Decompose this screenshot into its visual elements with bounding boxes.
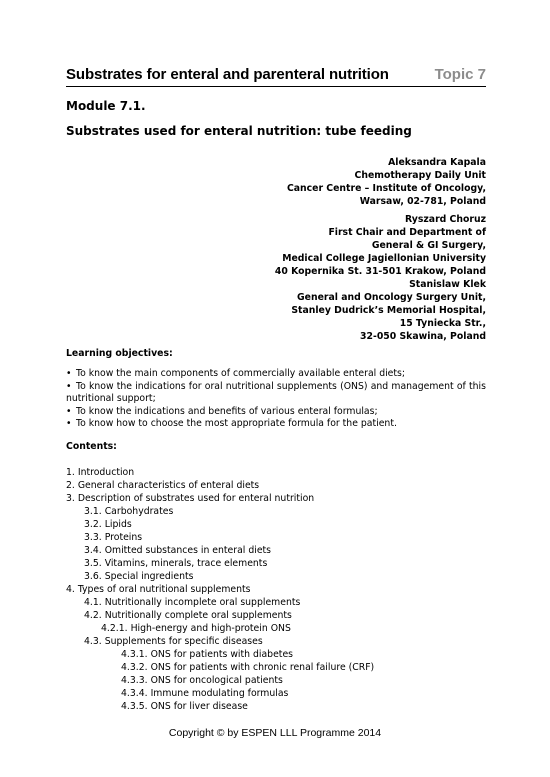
toc-item: 4.1. Nutritionally incomplete oral supplements: [84, 597, 301, 608]
author-affiliation-line: Warsaw, 02-781, Poland: [359, 196, 486, 207]
author-affiliation-line: 40 Kopernika St. 31-501 Krakow, Poland: [274, 266, 486, 277]
toc-item: 4. Types of oral nutritional supplements: [66, 584, 251, 595]
toc-item: 1. Introduction: [66, 467, 135, 478]
author-block-1: [287, 156, 486, 208]
toc-item: 3.5. Vitamins, minerals, trace elements: [84, 558, 268, 569]
contents-heading: Contents:: [66, 441, 117, 452]
toc-item: 3.4. Omitted substances in enteral diets: [84, 545, 272, 556]
list-item: • To know the main components of commercially available enteral diets;: [66, 368, 406, 379]
list-item: • To know the indications for oral nutritional supplements (ONS) and management of this nutritional support;: [66, 380, 486, 404]
bullet-icon: •: [66, 380, 72, 392]
author-block-2: [275, 213, 486, 278]
toc-item: 2. General characteristics of enteral diets: [66, 480, 260, 491]
toc-item: 3.6. Special ingredients: [84, 571, 194, 582]
author-affiliation-line: Stanley Dudrick’s Memorial Hospital,: [291, 305, 486, 316]
toc-item: 4.2.1. High-energy and high-protein ONS: [101, 623, 291, 634]
module-number: Module 7.1.: [66, 99, 146, 113]
toc-item: 4.3. Supplements for specific diseases: [84, 636, 263, 647]
author-affiliation-line: 15 Tyniecka Str.,: [399, 318, 486, 329]
author-affiliation-line: General and Oncology Surgery Unit,: [297, 292, 486, 303]
header-topic: Topic 7: [434, 66, 486, 83]
list-item: • To know how to choose the most appropriate formula for the patient.: [66, 418, 397, 429]
table-of-contents: [66, 466, 486, 713]
objectives-heading: Learning objectives:: [66, 348, 173, 359]
bullet-icon: •: [66, 368, 72, 379]
header-title: Substrates for enteral and parenteral nutrition: [66, 66, 389, 83]
list-item: • To know the indications and benefits of various enteral formulas;: [66, 405, 378, 417]
toc-item: 4.3.2. ONS for patients with chronic renal failure (CRF): [121, 662, 375, 673]
author-affiliation-line: General & GI Surgery,: [371, 240, 486, 251]
author-affiliation-line: Medical College Jagiellonian University: [282, 253, 486, 264]
author-affiliation-line: 32-050 Skawina, Poland: [360, 331, 486, 342]
toc-item: 3.1. Carbohydrates: [84, 506, 174, 517]
objectives-list: [66, 368, 486, 431]
copyright-footer: Copyright © by ESPEN LLL Programme 2014: [168, 727, 382, 739]
toc-item: 4.3.4. Immune modulating formulas: [121, 688, 289, 699]
toc-item: 3.3. Proteins: [84, 532, 143, 543]
author-name: Ryszard Choruz: [405, 214, 486, 225]
toc-item: 4.2. Nutritionally complete oral supplements: [84, 610, 292, 621]
toc-item: 3.2. Lipids: [84, 519, 132, 530]
bullet-icon: •: [66, 405, 72, 417]
toc-item: 4.3.1. ONS for patients with diabetes: [121, 649, 294, 660]
author-name: Aleksandra Kapala: [388, 157, 486, 168]
author-affiliation-line: First Chair and Department of: [328, 227, 486, 238]
author-affiliation-line: Chemotherapy Daily Unit: [354, 170, 486, 181]
toc-item: 3. Description of substrates used for enteral nutrition: [66, 493, 315, 504]
toc-item: 4.3.3. ONS for oncological patients: [121, 675, 283, 686]
bullet-icon: •: [66, 418, 72, 429]
module-subtitle: Substrates used for enteral nutrition: tube feeding: [66, 124, 412, 138]
author-block-3: [291, 278, 486, 343]
author-affiliation-line: Cancer Centre – Institute of Oncology,: [286, 183, 486, 194]
toc-item: 4.3.5. ONS for liver disease: [121, 701, 248, 712]
author-name: Stanislaw Klek: [409, 279, 486, 290]
page-header: [66, 64, 486, 87]
